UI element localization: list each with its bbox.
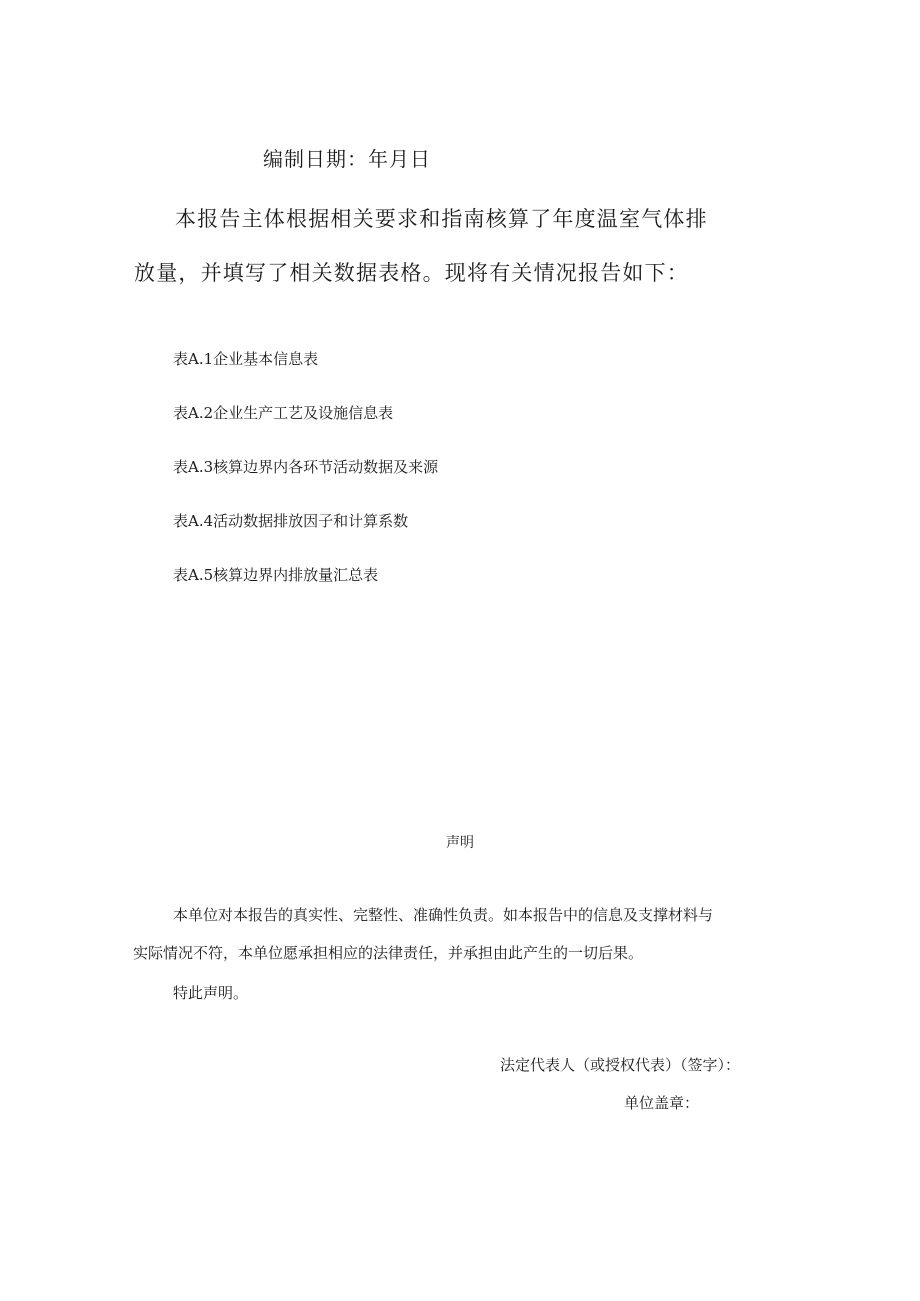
intro-paragraph-line-1: 本报告主体根据相关要求和指南核算了年度温室气体排	[175, 207, 708, 231]
intro-paragraph-line-2: 放量，并填写了相关数据表格。现将有关情况报告如下：	[134, 261, 689, 285]
table-list-item-a5: 表A.5核算边界内排放量汇总表	[173, 566, 379, 584]
table-list-item-a3: 表A.3核算边界内各环节活动数据及来源	[173, 458, 439, 476]
table-list-item-a4: 表A.4活动数据排放因子和计算系数	[173, 512, 409, 530]
compile-date-line: 编制日期：年月日	[263, 147, 431, 171]
declaration-title: 声明	[446, 835, 474, 851]
representative-signature-label: 法定代表人（或授权代表）（签字）：	[500, 1056, 741, 1074]
declaration-line-1: 本单位对本报告的真实性、完整性、准确性负责。如本报告中的信息及支撑材料与	[173, 906, 714, 924]
appendix-table-list	[173, 350, 438, 620]
unit-seal-label: 单位盖章：	[624, 1094, 700, 1112]
declaration-line-3: 特此声明。	[173, 984, 249, 1002]
table-list-item-a2: 表A.2企业生产工艺及设施信息表	[173, 404, 394, 422]
declaration-line-2: 实际情况不符，本单位愿承担相应的法律责任，并承担由此产生的一切后果。	[133, 944, 644, 962]
table-list-item-a1: 表A.1企业基本信息表	[173, 350, 319, 368]
